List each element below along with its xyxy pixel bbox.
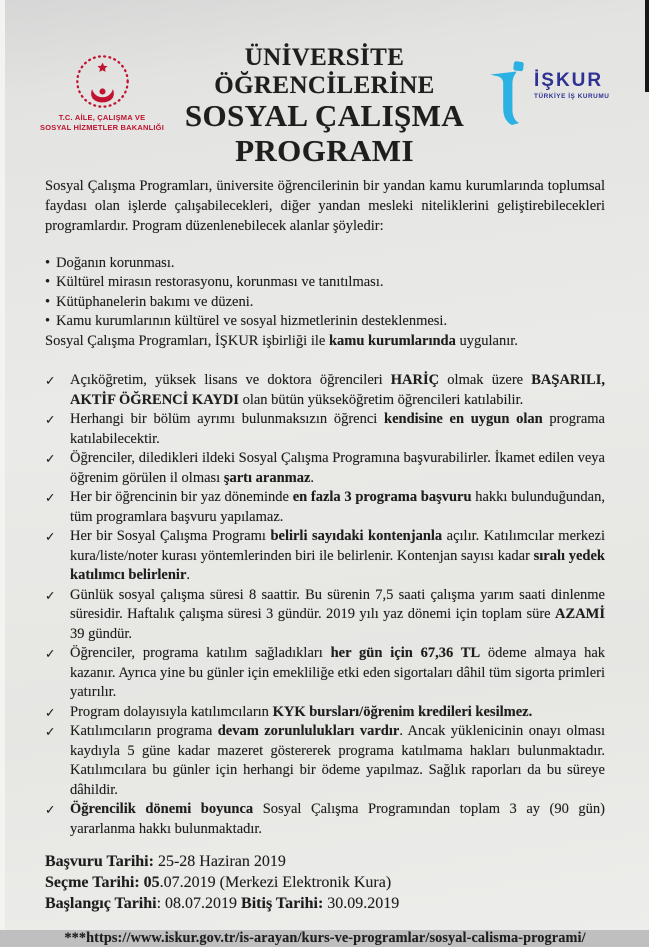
dates-block <box>45 852 605 914</box>
bullet-item <box>45 312 605 332</box>
plain-text: Öğrenciler, programa katılım sağladıkları <box>70 645 331 662</box>
plain-text: programa katılabilecektir. <box>70 411 605 447</box>
plain-text: 25-28 Haziran 2019 <box>153 853 286 871</box>
bold-text: en fazla 3 programa başvuru <box>292 489 472 506</box>
bullet-item <box>45 293 605 313</box>
plain-text: açılır. Katılımcılar merkezi kura/liste/noter kurası yöntemlerinden biri ile belirlenir. Kontenjan sayısı kadar <box>70 528 605 564</box>
bold-text: kendisine en uygun olan <box>384 411 543 428</box>
iskur-wordmark: İŞKUR <box>534 70 604 91</box>
checkmark-icon: ✓ <box>45 373 56 389</box>
plain-text: : 08.07.2019 <box>156 894 242 912</box>
bold-text: kamu kurumlarında <box>328 332 456 349</box>
bullet-item <box>45 273 605 293</box>
plain-text: olmak üzere <box>439 372 532 389</box>
iskur-glyph-icon <box>489 61 526 125</box>
item-text <box>70 410 605 449</box>
item-text <box>70 371 605 410</box>
plain-text: Öğrenciler, diledikleri ildeki Sosyal Çalışma Programına başvurabilirler. İkamet edilen veya öğrenim görülen il olması <box>70 450 605 486</box>
plain-text: .07.2019 (Merkezi Elektronik Kura) <box>159 873 392 891</box>
checkmark-icon: ✓ <box>45 529 56 545</box>
item-text <box>45 894 605 915</box>
item-text: Doğanın korunması. <box>56 254 175 271</box>
ministry-name-line1: T.C. AİLE, ÇALIŞMA VE <box>58 113 146 122</box>
item-text <box>70 527 605 586</box>
item-text <box>70 586 605 645</box>
plain-text: 30.09.2019 <box>323 894 400 912</box>
plain-text: olan bütün yükseköğretim öğrencileri katılabilir. <box>238 391 524 408</box>
checklist-item <box>45 722 605 800</box>
checklist-item <box>45 703 605 723</box>
plain-text: Sosyal Çalışma Programından toplam 3 ay (90 gün) yararlanma hakkı bulunmaktadır. <box>70 801 605 837</box>
plain-text: Günlük sosyal çalışma süresi 8 saattir. Bu sürenin 7,5 saati çalışma yarım saati dinlenme süresidir. Haftalık çalışma süresi 3 gündür. 2019 yılı yaz dönemi için toplam süre <box>70 586 605 623</box>
plain-text: Her bir Sosyal Çalışma Programı <box>70 528 271 545</box>
checkmark-icon: ✓ <box>45 451 56 467</box>
bullet-icon: • <box>45 293 51 310</box>
item-text: Kütüphanelerin bakımı ve düzeni. <box>56 293 254 310</box>
item-text <box>70 800 605 839</box>
ministry-name-line2: SOSYAL HİZMETLER BAKANLIĞI <box>40 122 164 132</box>
plain-text: Açıköğretim, yüksek lisans ve doktora öğrencileri <box>70 372 391 389</box>
statement-line <box>45 332 605 352</box>
bold-text: Bitiş Tarihi: <box>241 894 324 912</box>
title-line-3: PROGRAMI <box>235 132 414 168</box>
bullet-icon: • <box>45 254 51 271</box>
plain-text: Her bir öğrencinin bir yaz döneminde <box>70 489 293 506</box>
item-text <box>45 873 605 894</box>
iskur-subtitle: TÜRKİYE İŞ KURUMU <box>534 93 610 100</box>
item-text: Kültürel mirasın restorasyonu, korunması ve tanıtılması. <box>56 274 384 291</box>
bold-text: Öğrencilik dönemi boyunca <box>70 801 254 818</box>
bold-text: sıralı yedek katılımcı belirlenir <box>70 547 605 584</box>
iskur-logo <box>483 61 631 125</box>
bold-text: Başvuru Tarihi: <box>45 853 154 871</box>
bold-text: Başlangıç Tarihi <box>45 894 157 912</box>
date-line <box>45 873 605 894</box>
bold-text: belirli sayıdaki kontenjanla <box>270 528 443 545</box>
checklist-item <box>45 410 605 449</box>
date-line <box>45 852 605 873</box>
bold-text: BAŞARILI, AKTİF ÖĞRENCİ KAYDI <box>70 372 605 408</box>
plain-text: Sosyal Çalışma Programları, İŞKUR işbirliği ile <box>45 332 329 349</box>
bullet-icon: • <box>45 313 51 330</box>
checkmark-icon: ✓ <box>45 704 56 720</box>
date-line <box>45 894 605 915</box>
checklist-item <box>45 527 605 586</box>
page-title <box>166 44 483 168</box>
ministry-logo <box>38 53 166 133</box>
checkmark-icon: ✓ <box>45 412 56 428</box>
scan-edge-right-dark <box>645 0 649 92</box>
checkmark-icon: ✓ <box>45 724 56 740</box>
checklist-item <box>45 800 605 839</box>
checklist-item <box>45 449 605 488</box>
bold-text: Seçme Tarihi: 05 <box>45 873 160 891</box>
item-text <box>45 852 605 873</box>
document-body <box>0 177 649 947</box>
plain-text: hakkı bulunduğundan, tüm programlara başvuru yapılamaz. <box>70 489 605 525</box>
rules-checklist <box>45 371 605 839</box>
plain-text: uygulanır. <box>455 332 518 349</box>
header <box>0 0 649 168</box>
checklist-item <box>45 371 605 410</box>
checkmark-icon: ✓ <box>45 802 56 818</box>
checkmark-icon: ✓ <box>45 646 56 662</box>
checklist-item <box>45 586 605 645</box>
item-text <box>70 703 605 723</box>
plain-text: Katılımcıların programa <box>70 723 218 740</box>
bold-text: şartı aranmaz <box>223 469 311 486</box>
intro-paragraph: Sosyal Çalışma Programları, üniversite öğrencilerinin bir yandan kamu kurumlarında toplumsal faydası olan işlerde çalışabilecekleri, diğer yandan mesleki niteliklerini geliştirebilecekleri programlardır. Program düzenlenebilecek alanlar şöyledir: <box>45 178 605 234</box>
item-text <box>70 449 605 488</box>
plain-text: . Ancak yüklenicinin onayı olması kaydıyla 5 güne kadar mazeret göstererek programa katılmama hakları bulunmaktadır. Katılımcılara bu günler için herhangi bir ödeme yapılmaz. Sağlık raporları da bu süreye dâhildir. <box>70 723 605 798</box>
item-text <box>70 644 605 703</box>
plain-text: . <box>310 469 315 486</box>
bullet-icon: • <box>45 274 51 291</box>
bold-text: AZAMİ <box>555 606 605 623</box>
bullet-item <box>45 254 605 274</box>
footer-url: ***https://www.iskur.gov.tr/is-arayan/kurs-ve-programlar/sosyal-calisma-programi/ <box>64 930 586 947</box>
plain-text: Program dolayısıyla katılımcıların <box>70 703 273 720</box>
title-line-2: SOSYAL ÇALIŞMA <box>184 98 465 133</box>
scan-edge-left <box>0 0 5 930</box>
checkmark-icon: ✓ <box>45 490 56 506</box>
bold-text: devam zorunlulukları vardır <box>217 723 400 740</box>
item-text: Kamu kurumlarının kültürel ve sosyal hizmetlerinin desteklenmesi. <box>56 313 448 330</box>
plain-text: ödeme almaya hak kazanır. Ayrıca yine bu günler için emekliliğe etki eden sigortaları dâhil tüm sigorta primleri yatırılır. <box>70 645 606 701</box>
plain-text: 39 gündür. <box>70 625 133 642</box>
bold-text: KYK bursları/öğrenim kredileri kesilmez. <box>272 703 533 720</box>
bold-text: HARİÇ <box>390 372 440 389</box>
program-areas-list <box>45 254 605 332</box>
ministry-emblem-icon <box>74 53 131 110</box>
checkmark-icon: ✓ <box>45 587 56 603</box>
plain-text: . <box>186 567 191 584</box>
item-text <box>70 488 605 527</box>
checklist-item <box>45 644 605 703</box>
plain-text: Herhangi bir bölüm ayrımı bulunmaksızın öğrenci <box>70 411 385 428</box>
bold-text: her gün için 67,36 TL <box>330 645 481 662</box>
item-text <box>70 722 605 800</box>
title-line-1: ÜNİVERSİTE ÖĞRENCİLERİNE <box>214 44 435 99</box>
checklist-item <box>45 488 605 527</box>
